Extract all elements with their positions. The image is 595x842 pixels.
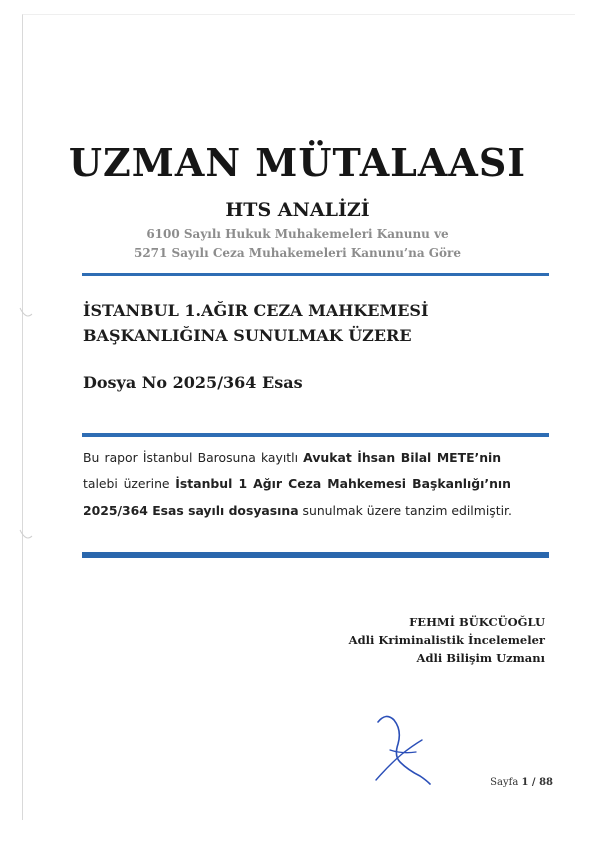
law-reference-line-2: 5271 Sayılı Ceza Muhakemeleri Kanunu’na Göre — [133, 246, 461, 260]
paragraph-text: Bu rapor İstanbul Barosuna kayıtlı — [83, 450, 304, 465]
paragraph-line-3 — [83, 503, 551, 518]
paragraph-line-2 — [83, 476, 551, 491]
punch-hole-mark — [18, 528, 34, 544]
paragraph-text: talebi üzerine — [83, 476, 176, 491]
divider-rule-thick — [82, 552, 549, 558]
page-number — [490, 777, 553, 788]
paragraph-text-bold: İstanbul 1 Ağır Ceza Mahkemesi Başkanlığı’nın — [175, 476, 511, 491]
page-frame — [22, 14, 575, 820]
divider-rule — [82, 433, 549, 437]
paragraph-text-bold: 2025/364 Esas sayılı dosyasına — [83, 503, 299, 518]
law-reference-line-1: 6100 Sayılı Hukuk Muhakemeleri Kanunu ve — [146, 227, 449, 241]
signatory-name: FEHMİ BÜKCÜOĞLU — [409, 615, 545, 629]
page-separator: / — [528, 777, 540, 788]
paragraph-text: sunulmak üzere tanzim edilmiştir. — [298, 503, 512, 518]
signature-mark — [372, 710, 432, 786]
page-total: 88 — [539, 777, 553, 788]
paragraph-line-1 — [83, 450, 551, 465]
signatory-role: Adli Kriminalistik İncelemeler — [348, 633, 545, 647]
page-label: Sayfa — [490, 777, 522, 788]
divider-rule — [82, 273, 549, 276]
signatory-title: Adli Bilişim Uzmanı — [416, 651, 545, 665]
court-name-line-1: İSTANBUL 1.AĞIR CEZA MAHKEMESİ — [83, 301, 429, 320]
paragraph-text-bold: Avukat İhsan Bilal METE’nin — [303, 450, 502, 465]
page-current: 1 — [521, 777, 529, 788]
document-title: UZMAN MÜTALAASI — [68, 140, 527, 185]
punch-hole-mark — [18, 306, 34, 322]
court-name-line-2: BAŞKANLIĞINA SUNULMAK ÜZERE — [83, 326, 412, 345]
file-number: Dosya No 2025/364 Esas — [83, 373, 303, 392]
document-subtitle: HTS ANALİZİ — [225, 199, 370, 221]
